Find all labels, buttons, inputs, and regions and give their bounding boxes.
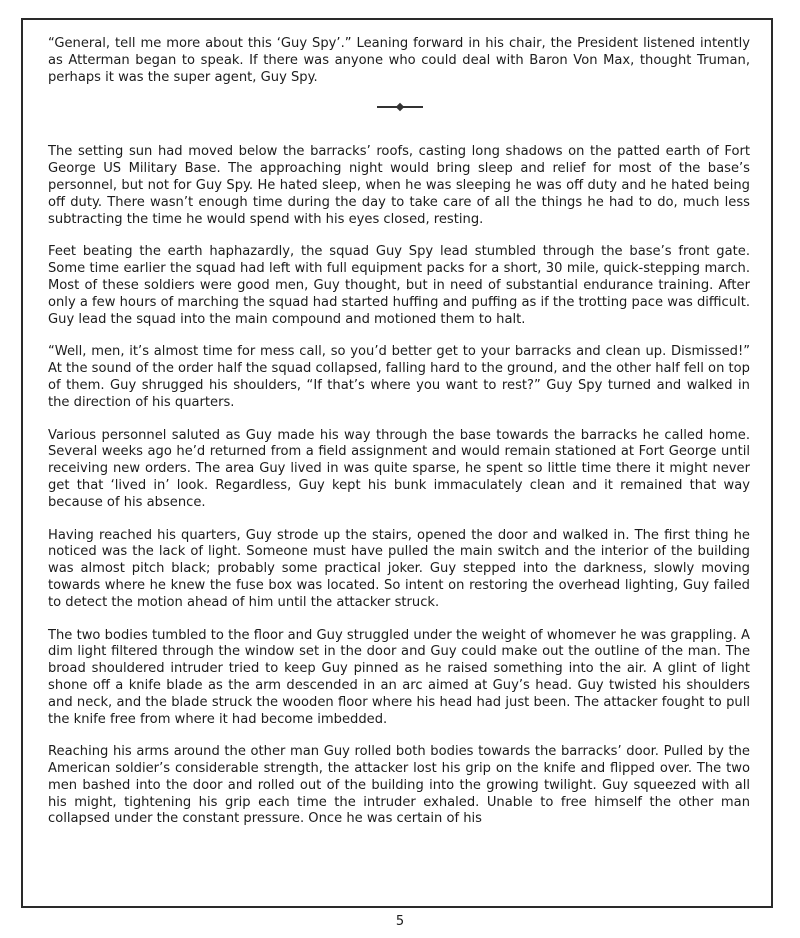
paragraph-roll-out: Reaching his arms around the other man Guy rolled both bodies towards the barracks’ door. Pulled by the American soldier’s considerable strength, the attacker lost his grip on the knife and flipped over. The two men bashed into the door and rolled out of the building into the growing twilight. Guy squeezed with all his might, tightening his grip each time the intruder exhaled. Unable to free himself the other man collapsed under the constant pressure. Once he was certain of his: [48, 744, 750, 827]
paragraph-barracks: Various personnel saluted as Guy made his way through the base towards the barracks he called home. Several weeks ago he’d returned from a field assignment and would remain stationed at Fort George until receiving new orders. The area Guy lived in was quite sparse, he spent so little time there it might never get that ‘lived in’ look. Regardless, Guy kept his bunk immaculately clean and it remained that way because of his absence.: [48, 427, 750, 510]
page-number: 5: [395, 914, 405, 929]
paragraph-squad-march: Feet beating the earth haphazardly, the squad Guy Spy lead stumbled through the base’s front gate. Some time earlier the squad had left with full equipment packs for a short, 30 mile, quick-stepping march. Most of these soldiers were good men, Guy thought, but in need of substantial endurance training. After only a few hours of marching the squad had started huffing and puffing as if the trotting pace was difficult. Guy lead the squad into the main compound and motioned them to halt.: [48, 244, 750, 327]
paragraph-quarters: Having reached his quarters, Guy strode up the stairs, opened the door and walked in. The first thing he noticed was the lack of light. Someone must have pulled the main switch and the interior of the building was almost pitch black; probably some practical joker. Guy stepped into the darkness, slowly moving towards where he knew the fuse box was located. So intent on restoring the overhead lighting, Guy failed to detect the motion ahead of him until the attacker struck.: [48, 527, 750, 610]
story-text: [48, 36, 750, 828]
paragraph-sunset: The setting sun had moved below the barracks’ roofs, casting long shadows on the patted earth of Fort George US Military Base. The approaching night would bring sleep and relief for most of the base’s personnel, but not for Guy Spy. He hated sleep, when he was sleeping he was off duty and he hated being off duty. There wasn’t enough time during the day to take care of all the things he had to do, much less subtracting the time he would spend with his eyes closed, resting.: [48, 144, 750, 227]
paragraph-dismissed: “Well, men, it’s almost time for mess call, so you’d better get to your barracks and clean up. Dismissed!” At the sound of the order half the squad collapsed, falling hard to the ground, and the other half fell on top of them. Guy shrugged his shoulders, “If that’s where you want to rest?” Guy Spy turned and walked in the direction of his quarters.: [48, 344, 750, 410]
separator-diamond-icon: [396, 103, 404, 111]
intro-paragraph: “General, tell me more about this ‘Guy Spy’.” Leaning forward in his chair, the President listened intently as Atterman began to speak. If there was anyone who could deal with Baron Von Max, thought Truman, perhaps it was the super agent, Guy Spy.: [48, 36, 750, 85]
section-separator: [48, 86, 750, 132]
paragraph-struggle: The two bodies tumbled to the floor and Guy struggled under the weight of whomever he was grappling. A dim light filtered through the window set in the door and Guy could make out the outline of the man. The broad shouldered intruder tried to keep Guy pinned as he raised something into the air. A glint of light shone off a knife blade as the arm descended in an arc aimed at Guy’s head. Guy twisted his shoulders and neck, and the blade struck the wooden floor where his head had just been. The attacker fought to pull the knife free from where it had become imbedded.: [48, 627, 750, 727]
